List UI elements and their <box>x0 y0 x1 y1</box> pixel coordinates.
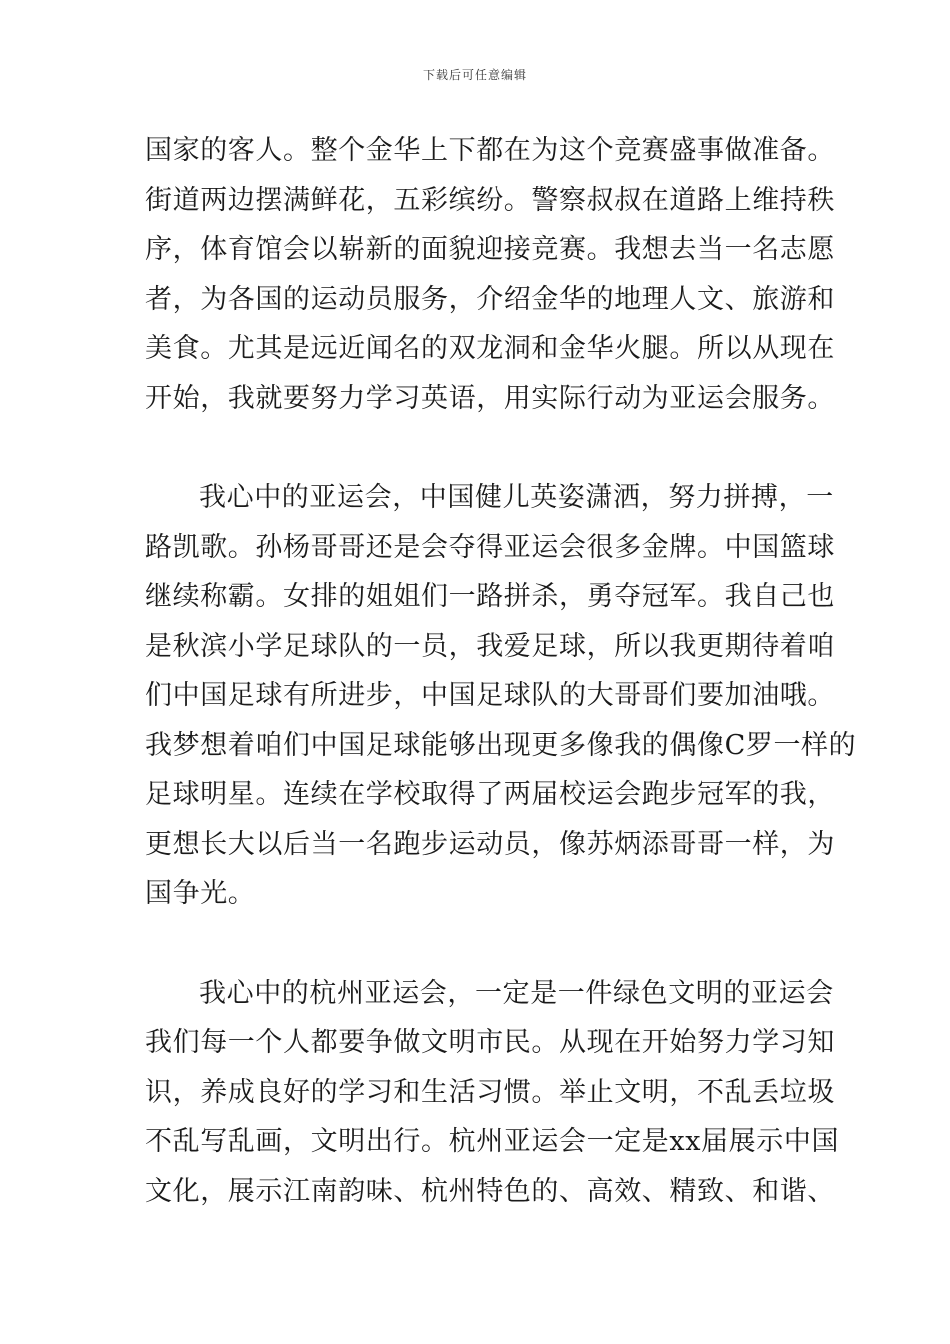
text-line: 序，体育馆会以崭新的面貌迎接竞赛。我想去当一名志愿 <box>145 234 835 265</box>
text-line: 识，养成良好的学习和生活习惯。举止文明，不乱丢垃圾 <box>145 1076 835 1108</box>
text-line: 们中国足球有所进步，中国足球队的大哥哥们要加油哦。 <box>145 680 835 711</box>
text-line: 路凯歌。孙杨哥哥还是会夺得亚运会很多金牌。中国篮球 <box>145 531 835 563</box>
document-body <box>145 126 857 1216</box>
text-line: 不乱写乱画，文明出行。杭州亚运会一定是xx届展示中国 <box>145 1126 840 1157</box>
paragraph-2 <box>145 473 857 919</box>
text-line: 继续称霸。女排的姐姐们一路拼杀，勇夺冠军。我自己也 <box>145 581 835 612</box>
paragraph-3 <box>145 969 840 1217</box>
text-line: 美食。尤其是远近闻名的双龙洞和金华火腿。所以从现在 <box>145 333 835 364</box>
text-line: 街道两边摆满鲜花，五彩缤纷。警察叔叔在道路上维持秩 <box>145 184 835 216</box>
text-line: 我心中的杭州亚运会，一定是一件绿色文明的亚运会 <box>199 977 834 1009</box>
page-header: 下载后可任意编辑 <box>422 68 527 82</box>
text-line: 者，为各国的运动员服务，介绍金华的地理人文、旅游和 <box>145 283 835 315</box>
text-line: 更想长大以后当一名跑步运动员，像苏炳添哥哥一样，为 <box>145 828 835 860</box>
text-line: 足球明星。连续在学校取得了两届校运会跑步冠军的我， <box>145 779 835 810</box>
text-line: 我们每一个人都要争做文明市民。从现在开始努力学习知 <box>145 1027 835 1058</box>
text-line: 国争光。 <box>145 878 256 909</box>
text-line: 我梦想着咱们中国足球能够出现更多像我的偶像C罗一样的 <box>145 729 857 761</box>
text-line: 是秋滨小学足球队的一员，我爱足球，所以我更期待着咱 <box>145 630 835 662</box>
text-line: 我心中的亚运会，中国健儿英姿潇洒，努力拼搏，一 <box>199 482 834 513</box>
paragraph-spacer <box>145 423 815 473</box>
text-line: 国家的客人。整个金华上下都在为这个竞赛盛事做准备。 <box>145 135 835 166</box>
text-line: 开始，我就要努力学习英语，用实际行动为亚运会服务。 <box>145 382 835 414</box>
paragraph-spacer <box>145 919 815 969</box>
paragraph-1 <box>145 126 835 423</box>
text-line: 文化，展示江南韵味、杭州特色的、高效、精致、和谐、 <box>145 1175 835 1207</box>
